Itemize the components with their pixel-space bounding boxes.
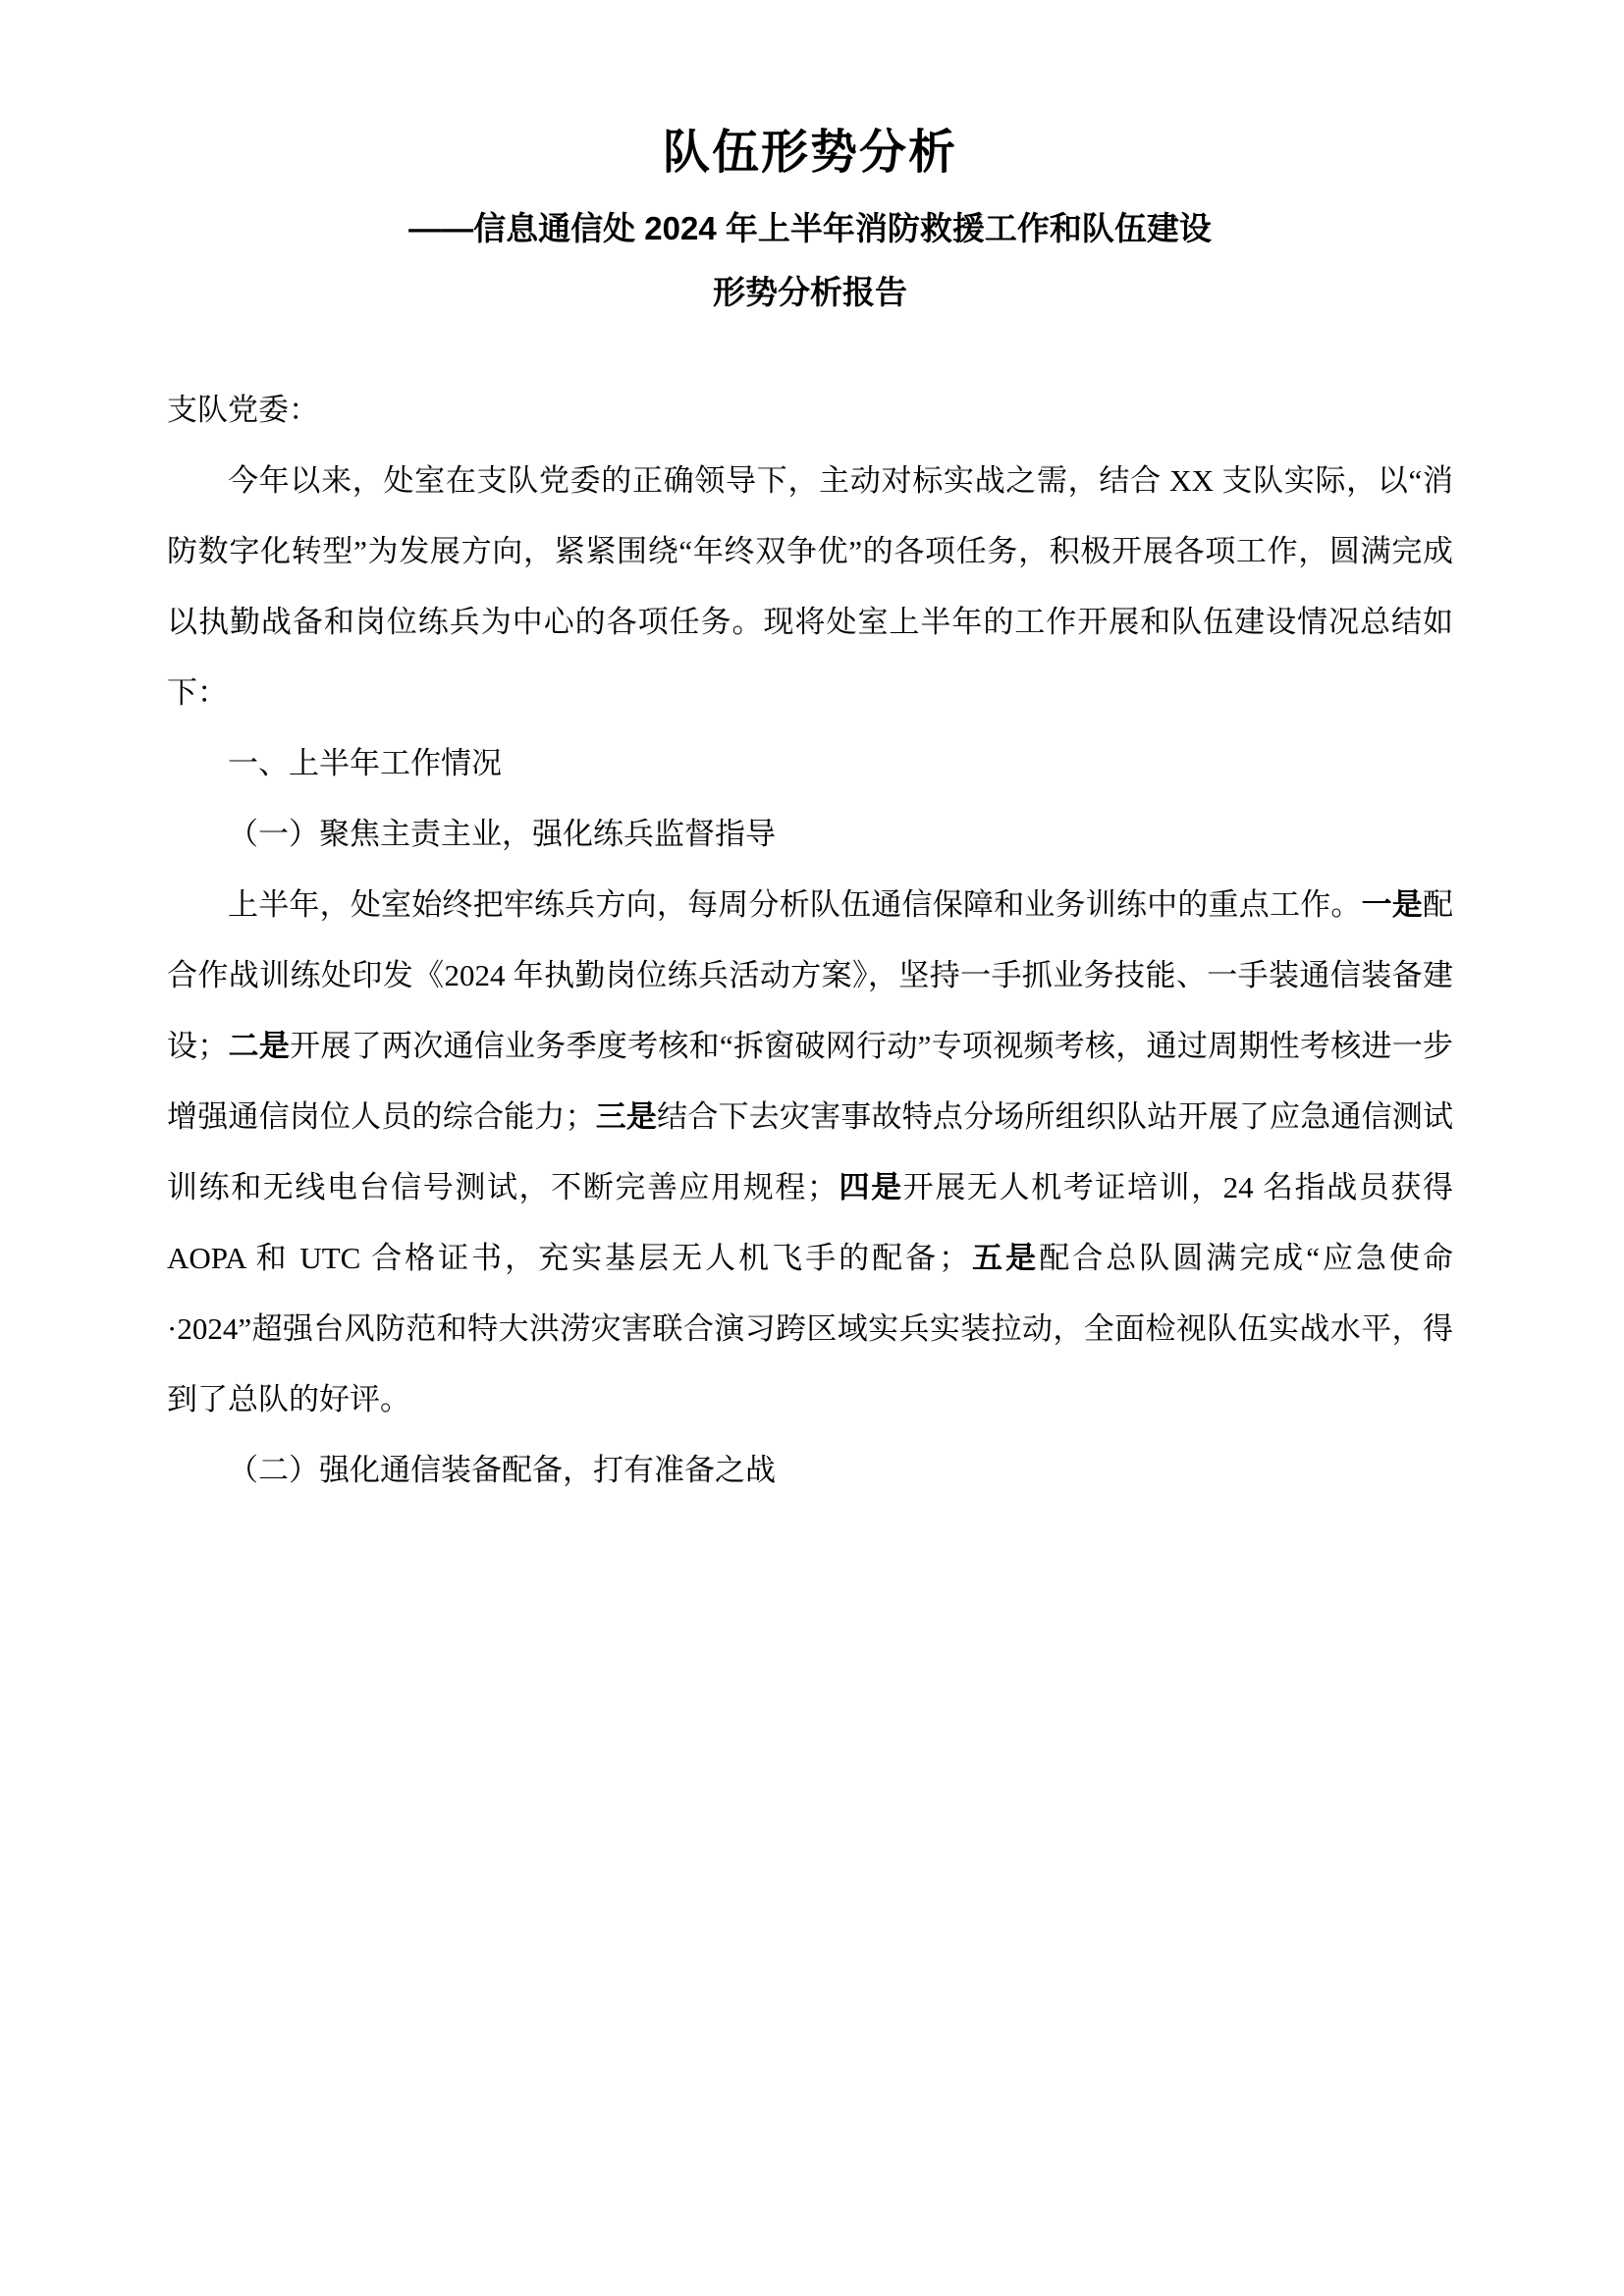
text-run: 配合作战训练处印发《2024 年执勤岗位练兵活动方案》，坚持一手抓业务技能、一手装通信装备建设；	[167, 887, 1454, 1063]
subsection-1-heading: （一）聚焦主责主业，强化练兵监督指导	[228, 817, 776, 851]
bold-run-yishi: 一是	[1361, 887, 1424, 922]
text-run: 开展了两次通信业务季度考核和“拆窗破网行动”专项视频考核，通过周期性考核进一步增强通信岗位人员的综合能力；	[167, 1029, 1454, 1134]
document-subtitle-line2: 形势分析报告	[713, 274, 907, 310]
intro-paragraph: 今年以来，处室在支队党委的正确领导下，主动对标实战之需，结合 XX 支队实际，以“消防数字化转型”为发展方向，紧紧围绕“年终双争优”的各项任务，积极开展各项工作，圆满完成以执勤战备和岗位练兵为中心的各项任务。现将处室上半年的工作开展和队伍建设情况总结如下：	[167, 463, 1453, 710]
document-body	[167, 375, 1453, 1506]
document-title: 队伍形势分析	[662, 127, 957, 179]
bold-run-sanshi: 三是	[595, 1099, 658, 1134]
text-run: 开展无人机考证培训，24 名指战员获得 AOPA 和 UTC 合格证书，充实基层无人机飞手的配备；	[167, 1170, 1454, 1275]
salutation: 支队党委：	[167, 393, 319, 427]
text-run: 结合下去灾害事故特点分场所组织队站开展了应急通信测试训练和无线电台信号测试，不断完善应用规程；	[167, 1099, 1454, 1204]
text-run: 上半年，处室始终把牢练兵方向，每周分析队伍通信保障和业务训练中的重点工作。	[228, 887, 1362, 922]
bold-run-wushi: 五是	[969, 1241, 1040, 1275]
section-1-heading: 一、上半年工作情况	[228, 746, 502, 780]
work-paragraph	[167, 870, 1453, 1435]
subsection-2-heading: （二）强化通信装备配备，打有准备之战	[228, 1453, 776, 1487]
bold-run-ershi: 二是	[228, 1029, 291, 1063]
bold-run-sishi: 四是	[837, 1170, 903, 1204]
document-subtitle-line1: ——信息通信处 2024 年上半年消防救援工作和队伍建设	[408, 210, 1212, 246]
text-run: 配合总队圆满完成“应急使命·2024”超强台风防范和特大洪涝灾害联合演习跨区域实兵实装拉动，全面检视队伍实战水平，得到了总队的好评。	[167, 1241, 1453, 1416]
